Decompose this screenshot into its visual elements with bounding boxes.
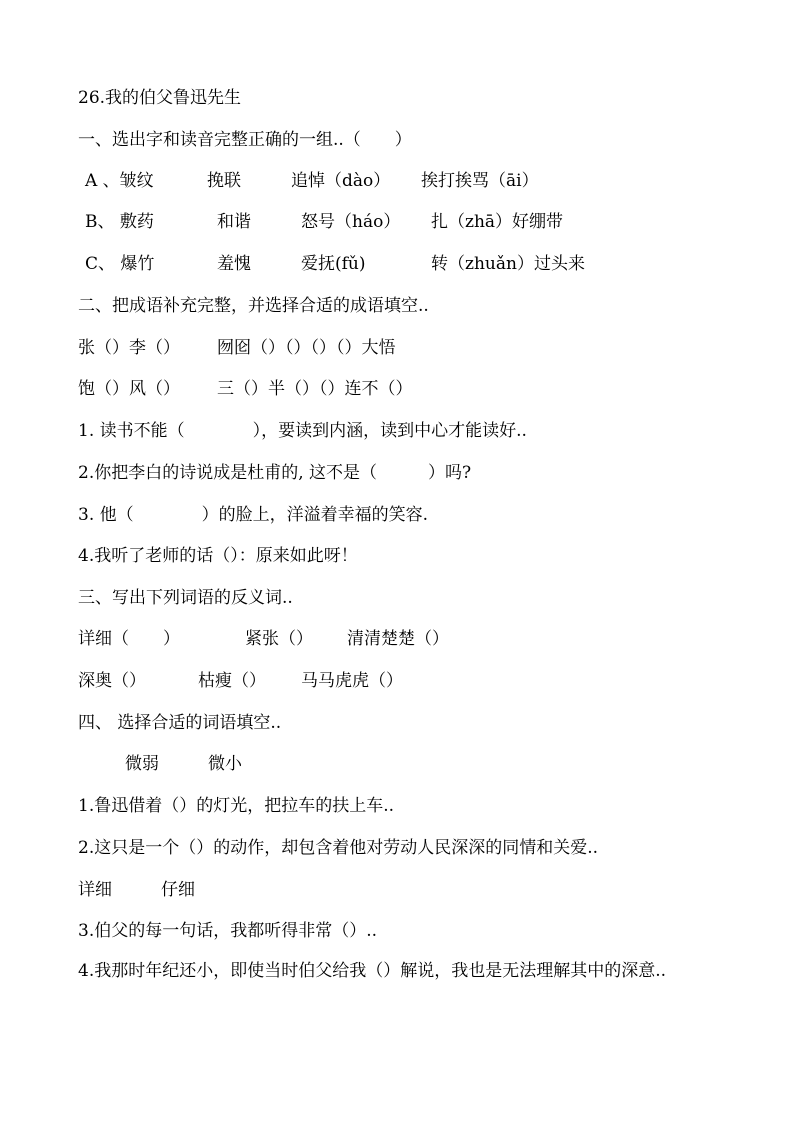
word-choice-2: 微小 [208,754,242,774]
q4-heading: 四、 选择合适的词语填空.. [78,713,282,733]
q1-b-4: 扎（zhā）好绷带 [431,212,564,232]
lesson-title: 26.我的伯父鲁迅先生 [78,88,242,108]
q1-c-3: 爱抚(fǔ) [301,254,366,274]
q4-sentence-4: 4.我那时年纪还小，即使当时伯父给我（）解说，我也是无法理解其中的深意.. [78,961,667,981]
q1-a-4: 挨打挨骂（āi） [421,171,539,191]
idiom-3: 饱（）风（） [78,379,180,399]
q1-a-3: 追悼（dào） [291,171,391,191]
q1-b-3: 怒号（háo） [301,212,401,232]
idiom-4: 三（）半（）（）连不（） [217,379,413,399]
word-choice-1: 微弱 [125,754,159,774]
antonym-2: 紧张（） [245,629,313,649]
antonym-6: 马马虎虎（） [301,671,403,691]
idiom-1: 张（）李（） [78,338,180,358]
q1-b-1: B、 敷药 [85,212,154,232]
antonym-5: 枯瘦（） [198,671,266,691]
q3-heading: 三、写出下列词语的反义词.. [78,588,293,608]
antonym-3: 清清楚楚（） [347,629,449,649]
q2-sentence-4: 4.我听了老师的话（）：原来如此呀！ [78,546,358,566]
word-choice-4: 仔细 [161,880,195,900]
q1-c-2: 羞愧 [217,254,251,274]
idiom-2: 囫囵（）（）（）（）大悟 [217,338,396,358]
q4-sentence-1: 1.鲁迅借着（）的灯光，把拉车的扶上车.. [78,796,395,816]
q1-c-1: C、 爆竹 [85,254,155,274]
antonym-4: 深奥（） [78,671,146,691]
q1-c-4: 转（zhuǎn）过头来 [431,254,585,274]
q1-a-2: 挽联 [207,171,241,191]
q1-heading: 一、选出字和读音完整正确的一组..（ ） [78,130,412,150]
q2-sentence-1: 1. 读书不能（ ），要读到内涵，读到中心才能读好.. [78,421,527,441]
q1-b-2: 和谐 [217,212,251,232]
q4-sentence-2: 2.这只是一个（）的动作，却包含着他对劳动人民深深的同情和关爱.. [78,838,599,858]
antonym-1: 详细（ ） [78,629,180,649]
q4-sentence-3: 3.伯父的每一句话，我都听得非常（）.. [78,921,378,941]
q2-heading: 二、把成语补充完整，并选择合适的成语填空.. [78,296,429,316]
q2-sentence-2: 2.你把李白的诗说成是杜甫的, 这不是（ ）吗? [78,463,472,483]
word-choice-3: 详细 [78,880,112,900]
q1-a-1: A 、皱纹 [85,171,154,191]
q2-sentence-3: 3. 他（ ）的脸上，洋溢着幸福的笑容. [78,505,429,525]
